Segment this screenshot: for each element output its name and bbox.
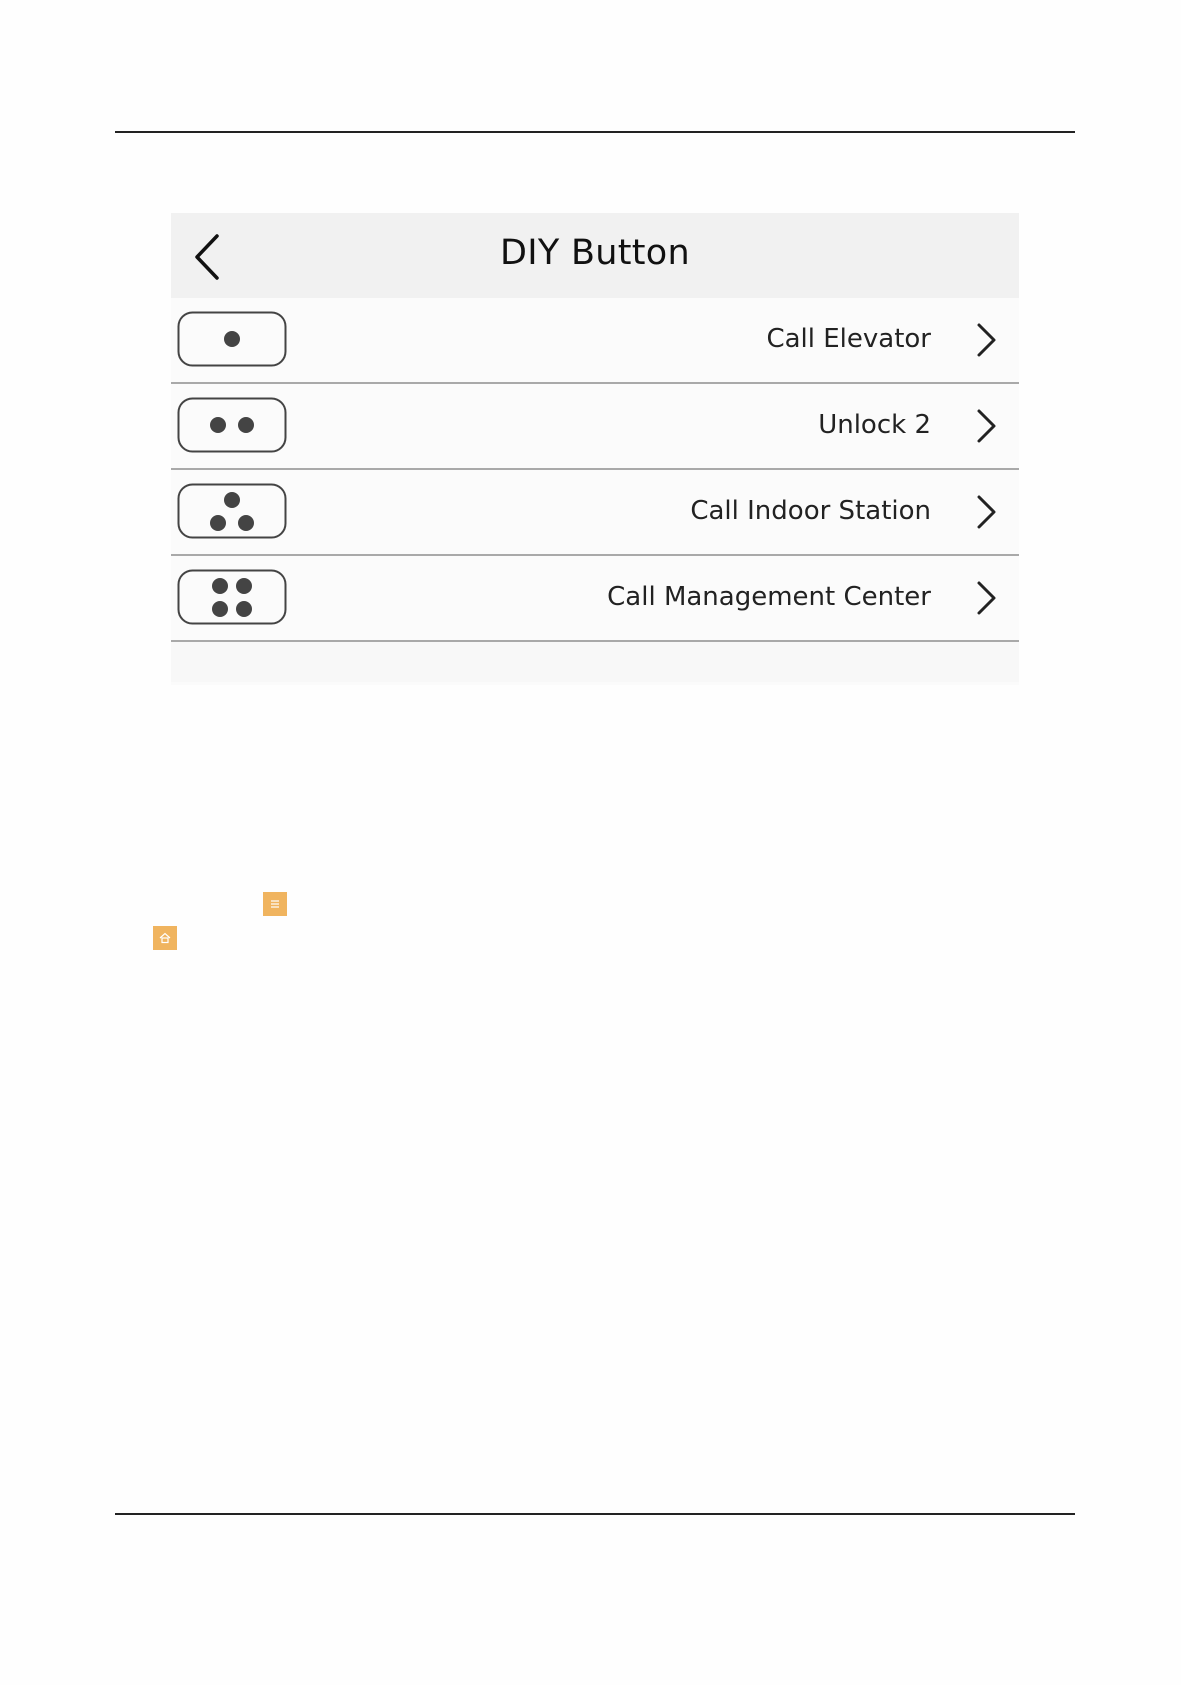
one-dot-button-icon <box>177 311 287 367</box>
list-item-call-elevator[interactable] <box>171 298 1019 384</box>
list-item-label: Unlock 2 <box>818 410 931 440</box>
page-bottom-rule <box>115 1513 1075 1515</box>
chevron-right-icon <box>973 322 999 358</box>
list-item-call-indoor-station[interactable] <box>171 470 1019 556</box>
list-item-unlock-2[interactable] <box>171 384 1019 470</box>
menu-icon <box>263 892 287 916</box>
three-dot-button-icon <box>177 483 287 539</box>
title-bar <box>171 213 1019 298</box>
chevron-right-icon <box>973 408 999 444</box>
two-dot-button-icon <box>177 397 287 453</box>
list-item-label: Call Elevator <box>766 324 931 354</box>
home-icon <box>153 926 177 950</box>
screen-footer-strip <box>171 642 1019 682</box>
four-dot-button-icon <box>177 569 287 625</box>
list-item-call-management-center[interactable] <box>171 556 1019 642</box>
list-item-label: Call Indoor Station <box>690 496 931 526</box>
chevron-right-icon <box>973 580 999 616</box>
chevron-right-icon <box>973 494 999 530</box>
page-top-rule <box>115 131 1075 133</box>
list-item-label: Call Management Center <box>607 582 931 612</box>
diy-button-screen <box>171 213 1019 685</box>
diy-button-list <box>171 298 1019 642</box>
page-title: DIY Button <box>499 233 690 273</box>
